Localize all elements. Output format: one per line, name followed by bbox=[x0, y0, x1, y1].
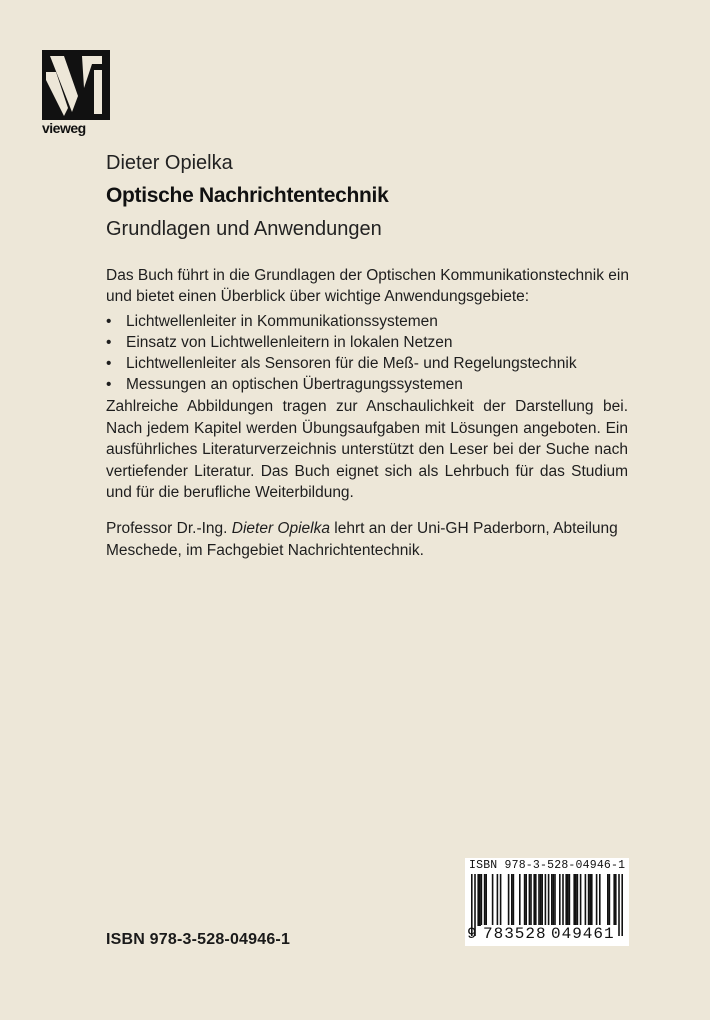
author-bio bbox=[106, 518, 628, 562]
barcode-bar bbox=[585, 874, 587, 926]
barcode-bar bbox=[492, 874, 494, 926]
list-item-text: Messungen an optischen Übertragungssystemen bbox=[126, 376, 463, 393]
list-item bbox=[106, 353, 646, 374]
barcode-bar bbox=[588, 874, 590, 926]
list-item bbox=[106, 311, 646, 332]
intro-text: Das Buch führt in die Grundlagen der Optischen Kommunikationstechnik ein und bietet einen Überblick über wichtige Anwendungsgebiete: bbox=[106, 267, 629, 305]
barcode-isbn-label: ISBN 978-3-528-04946-1 bbox=[469, 859, 626, 872]
barcode-bar bbox=[529, 874, 531, 926]
barcode-digits-left: 783528 bbox=[483, 925, 547, 943]
barcode-bar bbox=[559, 874, 561, 926]
vieweg-logo bbox=[42, 50, 110, 136]
list-item-text: Lichtwellenleiter als Sensoren für die Meß- und Regelungstechnik bbox=[126, 355, 577, 372]
barcode-bar bbox=[519, 874, 521, 926]
barcode-bar bbox=[577, 874, 579, 926]
barcode-bar bbox=[535, 874, 537, 926]
barcode-digits bbox=[465, 925, 629, 945]
barcode-digits-right: 049461 bbox=[551, 925, 615, 943]
barcode-bar bbox=[613, 874, 615, 926]
barcode-bar bbox=[607, 874, 609, 926]
bullet-glyph: • bbox=[106, 334, 112, 351]
topic-list bbox=[106, 311, 646, 395]
barcode-bar bbox=[500, 874, 502, 926]
barcode-bar bbox=[508, 874, 510, 926]
barcode-bar bbox=[541, 874, 543, 926]
barcode-bar bbox=[513, 874, 515, 926]
book-title: Optische Nachrichtentechnik bbox=[106, 184, 389, 207]
barcode-bar bbox=[551, 874, 553, 926]
barcode-bar bbox=[562, 874, 564, 926]
barcode-bar bbox=[538, 874, 540, 926]
barcode-bar bbox=[565, 874, 567, 926]
author-bio-name: Dieter Opielka bbox=[231, 520, 330, 537]
barcode-bar bbox=[615, 874, 617, 926]
barcode-bar bbox=[477, 874, 479, 926]
barcode-bar bbox=[580, 874, 582, 926]
author-bio-suffix: lehrt an der Uni-GH Paderborn, Abteilung Meschede, im Fachgebiet Nachrichtentechnik. bbox=[106, 520, 618, 559]
list-item bbox=[106, 374, 646, 395]
barcode-bar bbox=[591, 874, 593, 926]
list-item-text: Einsatz von Lichtwellenleitern in lokalen Netzen bbox=[126, 334, 453, 351]
barcode-bar bbox=[485, 874, 487, 926]
barcode-bar bbox=[553, 874, 555, 926]
barcode-bar bbox=[525, 874, 527, 926]
isbn-text: ISBN 978-3-528-04946-1 bbox=[106, 931, 291, 948]
barcode-bar bbox=[533, 874, 535, 926]
barcode-bar bbox=[530, 874, 532, 926]
bullet-glyph: • bbox=[106, 355, 112, 372]
list-item-text: Lichtwellenleiter in Kommunikationssystemen bbox=[126, 313, 438, 330]
barcode bbox=[465, 858, 629, 946]
barcode-bar bbox=[479, 874, 481, 926]
barcode-bar bbox=[567, 874, 569, 926]
book-subtitle: Grundlagen und Anwendungen bbox=[106, 218, 382, 240]
barcode-bar bbox=[589, 874, 591, 926]
barcode-bar bbox=[573, 874, 575, 926]
vieweg-logo-mark bbox=[42, 50, 110, 120]
author-bio-prefix: Professor Dr.-Ing. bbox=[106, 520, 232, 537]
barcode-bar bbox=[596, 874, 598, 926]
barcode-bar bbox=[599, 874, 601, 926]
barcode-bar bbox=[575, 874, 577, 926]
description-text: Zahlreiche Abbildungen tragen zur Anschaulichkeit der Darstellung bei. Nach jedem Kapitel werden Übungsaufgaben mit Lösungen angeboten. Ein ausführliches Literaturverzeichnis unterstützt den Leser bei der Suche nach vertiefender Literatur. Das Buch eignet sich als Lehrbuch für das Studium und für die berufliche Weiterbildung. bbox=[106, 398, 628, 501]
list-item bbox=[106, 332, 646, 353]
bullet-glyph: • bbox=[106, 313, 112, 330]
barcode-bar bbox=[540, 874, 542, 926]
barcode-bar bbox=[554, 874, 556, 926]
bullet-glyph: • bbox=[106, 376, 112, 393]
barcode-bar bbox=[497, 874, 499, 926]
barcode-bar bbox=[481, 874, 483, 926]
author-name: Dieter Opielka bbox=[106, 152, 233, 174]
barcode-bar bbox=[609, 874, 611, 926]
barcode-bar bbox=[524, 874, 526, 926]
barcode-bar bbox=[484, 874, 486, 926]
vieweg-logo-text: vieweg bbox=[42, 120, 86, 136]
barcode-digit-first: 9 bbox=[467, 925, 477, 943]
barcode-bar bbox=[569, 874, 571, 926]
barcode-bar bbox=[511, 874, 513, 926]
